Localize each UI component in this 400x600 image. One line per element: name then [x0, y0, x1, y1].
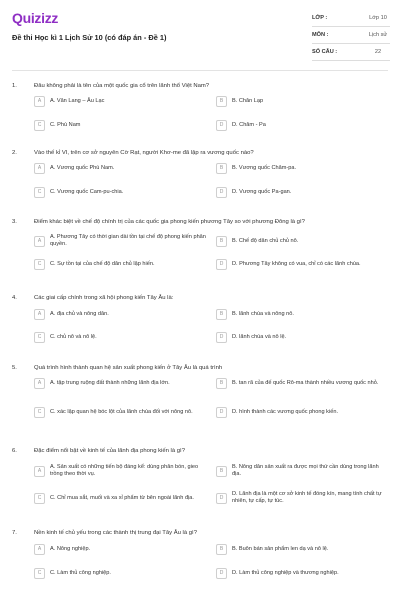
option-row: [34, 234, 388, 248]
question-header: [12, 147, 388, 159]
option-a[interactable]: [34, 163, 206, 174]
option-letter-badge: A: [34, 236, 45, 247]
option-letter-badge: B: [216, 466, 227, 477]
option-letter-badge: A: [34, 378, 45, 389]
question-header: [12, 362, 388, 374]
question-text: Đặc điểm nổi bật về kinh tế của lãnh địa phong kiến là gì?: [34, 448, 185, 454]
option-b[interactable]: [216, 309, 388, 320]
option-d[interactable]: [216, 187, 388, 198]
option-text: D. hình thành các vương quốc phong kiến.: [232, 409, 338, 415]
meta-row-class: [312, 10, 390, 27]
option-letter-badge: D: [216, 259, 227, 270]
meta-label: MÔN :: [312, 32, 329, 38]
option-text: C. Vương quốc Cam-pu-chia.: [50, 189, 124, 195]
option-text: D. Phương Tây không có vua, chỉ có các lãnh chúa.: [232, 261, 361, 267]
header-divider: [12, 70, 388, 71]
question-text: Nền kinh tế chủ yếu trong các thành thị trung đại Tây Âu là gì?: [34, 530, 197, 536]
option-letter-badge: C: [34, 187, 45, 198]
meta-row-subject: [312, 27, 390, 44]
question-number: 6.: [12, 448, 17, 454]
quizizz-logo: Quizizz: [12, 10, 59, 26]
option-text: D. Lãnh địa là một cơ sở kinh tế đóng kín, mang tính chất tự nhiên, tự cấp, tự túc.: [232, 491, 382, 504]
question-number: 1.: [12, 83, 17, 89]
option-letter-badge: D: [216, 568, 227, 579]
option-text: A. Nông nghiệp.: [50, 546, 91, 552]
option-text: C. Sự tồn tại của chế độ dân chủ lập hiến.: [50, 261, 155, 267]
question-header: [12, 445, 388, 457]
question-text: Đâu không phải là tên của một quốc gia cổ trên lãnh thổ Việt Nam?: [34, 83, 210, 89]
option-row: [34, 96, 388, 107]
option-text: C. Làm thủ công nghiệp.: [50, 570, 111, 576]
option-a[interactable]: [34, 234, 206, 248]
option-b[interactable]: [216, 96, 388, 107]
option-row: [34, 464, 388, 478]
document-header: [0, 0, 400, 70]
option-b[interactable]: [216, 378, 388, 389]
option-a[interactable]: [34, 96, 206, 107]
question-header: [12, 527, 388, 539]
option-text: A. Văn Lang – Âu Lạc: [50, 98, 105, 104]
document-title: Đề thi Học kì 1 Lịch Sử 10 (có đáp án - Đề 1): [12, 33, 167, 42]
option-text: D. lãnh chúa và nô lệ.: [232, 334, 287, 340]
meta-value: 22: [374, 49, 382, 55]
option-row: [34, 544, 388, 555]
question-header: [12, 216, 388, 228]
option-text: D. Làm thủ công nghiệp và thương nghiệp.: [232, 570, 339, 576]
option-text: B. Buôn bán sản phẩm len dạ và nô lệ.: [232, 546, 329, 552]
option-text: B. tan rã của đế quốc Rô-ma thành nhiều vương quốc nhỏ.: [232, 380, 379, 386]
option-c[interactable]: [34, 120, 206, 131]
question-text: Các giai cấp chính trong xã hội phong kiến Tây Âu là:: [34, 295, 174, 301]
option-letter-badge: B: [216, 544, 227, 555]
option-text: D. Chăm - Pa: [232, 122, 266, 128]
option-text: A. Phương Tây có thời gian dài tồn tại chế độ phong kiến phân quyền.: [50, 234, 206, 247]
meta-row-count: [312, 44, 390, 61]
option-letter-badge: A: [34, 163, 45, 174]
option-c[interactable]: [34, 332, 206, 343]
option-letter-badge: C: [34, 259, 45, 270]
option-c[interactable]: [34, 259, 206, 270]
option-a[interactable]: [34, 378, 206, 389]
question-number: 5.: [12, 365, 17, 371]
option-letter-badge: B: [216, 163, 227, 174]
option-row: [34, 259, 388, 270]
option-row: [34, 187, 388, 198]
option-text: A. tập trung ruộng đất thành những lãnh địa lớn.: [50, 380, 170, 386]
option-row: [34, 120, 388, 131]
option-letter-badge: A: [34, 466, 45, 477]
question-header: [12, 292, 388, 304]
option-letter-badge: A: [34, 309, 45, 320]
option-letter-badge: C: [34, 568, 45, 579]
option-letter-badge: D: [216, 120, 227, 131]
option-c[interactable]: [34, 491, 206, 505]
option-d[interactable]: [216, 407, 388, 418]
option-c[interactable]: [34, 407, 206, 418]
option-text: B. Chăn Lạp: [232, 98, 264, 104]
question-number: 3.: [12, 219, 17, 225]
option-text: A. địa chủ và nông dân.: [50, 311, 109, 317]
option-letter-badge: D: [216, 407, 227, 418]
option-b[interactable]: [216, 544, 388, 555]
option-b[interactable]: [216, 464, 388, 478]
option-d[interactable]: [216, 259, 388, 270]
option-d[interactable]: [216, 120, 388, 131]
option-letter-badge: A: [34, 96, 45, 107]
option-text: D. Vương quốc Pa-gan.: [232, 189, 292, 195]
question-text: Vào thế kỉ VI, trên cơ sở nguyên Cờ Rạt, người Khơ-me đã lập ra vương quốc nào?: [34, 150, 254, 156]
option-row: [34, 407, 388, 418]
question-text: Quá trình hình thành quan hệ sản xuất phong kiến ở Tây Âu là quá trình: [34, 365, 223, 371]
option-text: C. chủ nô và nô lệ.: [50, 334, 97, 340]
meta-label: LỚP :: [312, 15, 328, 21]
question-number: 2.: [12, 150, 17, 156]
option-c[interactable]: [34, 568, 206, 579]
question-number: 4.: [12, 295, 17, 301]
option-c[interactable]: [34, 187, 206, 198]
option-row: [34, 568, 388, 579]
option-letter-badge: C: [34, 407, 45, 418]
option-letter-badge: B: [216, 96, 227, 107]
option-text: B. Chế độ dân chủ chủ nô.: [232, 237, 299, 244]
option-d[interactable]: [216, 568, 388, 579]
option-row: [34, 332, 388, 343]
question-header: [12, 80, 388, 92]
option-a[interactable]: [34, 464, 206, 478]
option-letter-badge: D: [216, 332, 227, 343]
option-row: [34, 378, 388, 389]
option-row: [34, 491, 388, 505]
option-d[interactable]: [216, 332, 388, 343]
option-letter-badge: D: [216, 493, 227, 504]
option-text: C. Chỉ mua sắt, muối và xa xỉ phẩm từ bên ngoài lãnh địa.: [50, 494, 194, 501]
option-row: [34, 309, 388, 320]
option-text: A. Vương quốc Phù Nam.: [50, 165, 115, 171]
option-a[interactable]: [34, 544, 206, 555]
option-text: A. Sản xuất có những tiến bộ đáng kể: dùng phân bón, gieo trồng theo thời vụ.: [50, 464, 199, 477]
option-b[interactable]: [216, 234, 388, 248]
option-letter-badge: B: [216, 236, 227, 247]
option-letter-badge: A: [34, 544, 45, 555]
option-letter-badge: D: [216, 187, 227, 198]
option-letter-badge: C: [34, 493, 45, 504]
meta-label: SỐ CÂU :: [312, 49, 338, 55]
option-text: C. Phù Nam: [50, 122, 81, 128]
option-text: B. lãnh chúa và nông nô.: [232, 311, 294, 317]
option-text: C. xác lập quan hệ bóc lột của lãnh chúa đối với nông nô.: [50, 409, 193, 415]
option-letter-badge: C: [34, 120, 45, 131]
option-row: [34, 163, 388, 174]
option-d[interactable]: [216, 491, 388, 505]
option-text: B. Vương quốc Chăm-pa.: [232, 165, 297, 171]
option-letter-badge: C: [34, 332, 45, 343]
option-text: B. Nông dân sản xuất ra được mọi thứ cần dùng trong lãnh địa.: [232, 464, 379, 477]
meta-info-box: [312, 10, 390, 61]
question-number: 7.: [12, 530, 17, 536]
question-text: Điểm khác biệt về chế độ chính trị của các quốc gia phong kiến phương Tây so với phương Đông là gì?: [34, 219, 305, 225]
meta-value: Lớp 10: [369, 15, 387, 21]
option-letter-badge: B: [216, 378, 227, 389]
meta-value: Lịch sử: [368, 32, 388, 38]
option-b[interactable]: [216, 163, 388, 174]
option-a[interactable]: [34, 309, 206, 320]
option-letter-badge: B: [216, 309, 227, 320]
